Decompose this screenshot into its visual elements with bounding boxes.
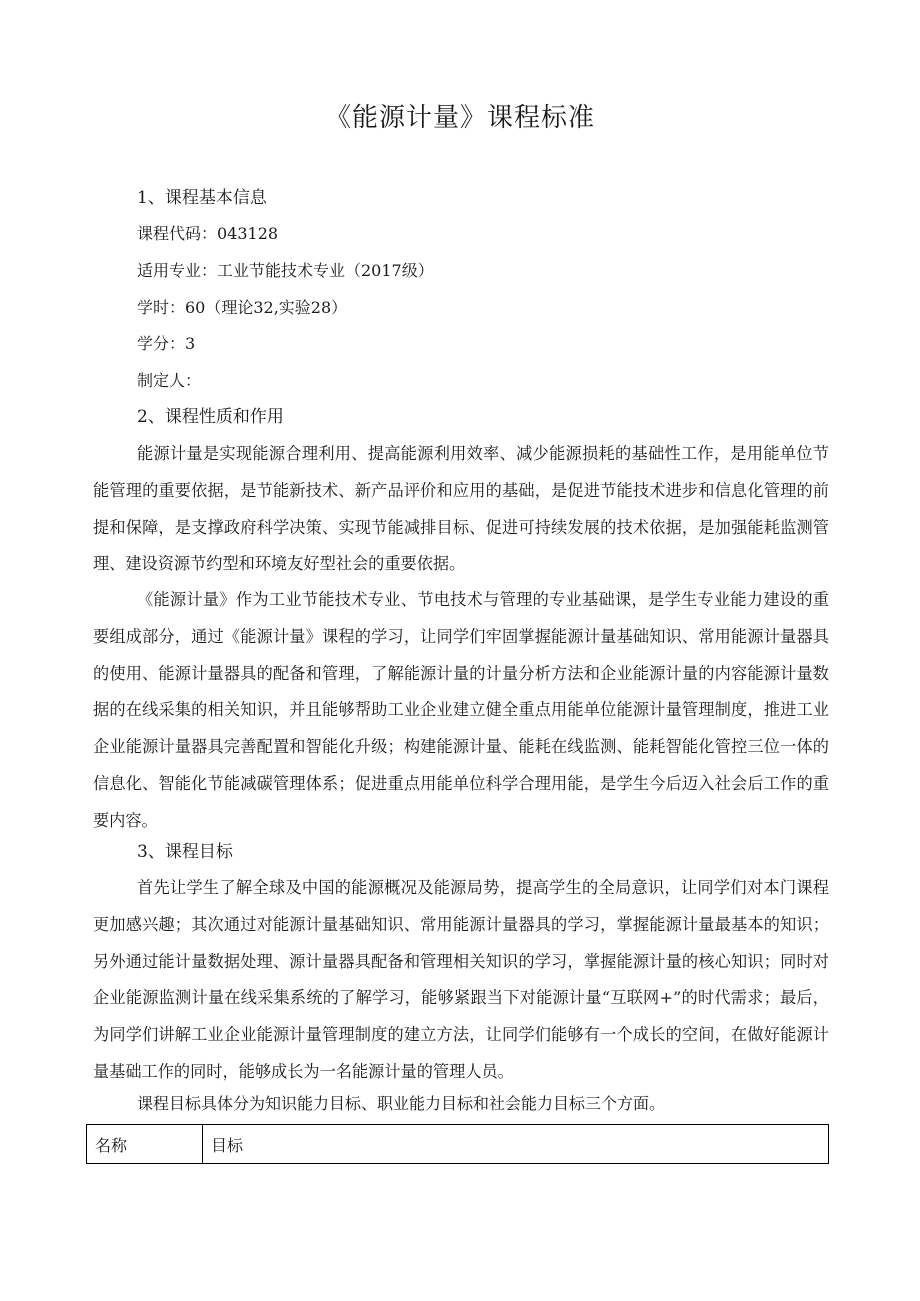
section-2-paragraph-2: 《能源计量》作为工业节能技术专业、节电技术与管理的专业基础课，是学生专业能力建设的重要组成部分，通过《能源计量》课程的学习，让同学们牢固掌握能源计量基础知识、常用能源计量器具的使用、能源计量器具的配备和管理，了解能源计量的计量分析方法和企业能源计量的内容能源计量数据的在线采集的相关知识，并且能够帮助工业企业建立健全重点用能单位能源计量管理制度，推进工业企业能源计量器具完善配置和智能化升级；构建能源计量、能耗在线监测、能耗智能化管控三位一体的信息化、智能化节能减碳管理体系；促进重点用能单位科学合理用能，是学生今后迈入社会后工作的重要内容。 bbox=[93, 590, 829, 830]
section-3-heading: 3、课程目标 bbox=[137, 842, 233, 862]
table-header-goal: 目标 bbox=[203, 1125, 829, 1164]
course-credits: 学分：3 bbox=[137, 334, 196, 353]
table-header-row bbox=[87, 1125, 829, 1164]
section-1-heading: 1、课程基本信息 bbox=[137, 188, 267, 208]
course-code: 课程代码：043128 bbox=[137, 224, 279, 243]
section-3-paragraph: 首先让学生了解全球及中国的能源概况及能源局势，提高学生的全局意识，让同学们对本门课程更加感兴趣；其次通过对能源计量基础知识、常用能源计量器具的学习，掌握能源计量最基本的知识；另外通过能计量数据处理、源计量器具配备和管理相关知识的学习，掌握能源计量的核心知识；同时对企业能源监测计量在线采集系统的了解学习，能够紧跟当下对能源计量“互联网+”的时代需求；最后，为同学们讲解工业企业能源计量管理制度的建立方法，让同学们能够有一个成长的空间，在做好能源计量基础工作的同时，能够成长为一名能源计量的管理人员。 bbox=[93, 878, 829, 1081]
applicable-major: 适用专业：工业节能技术专业（2017级） bbox=[137, 261, 434, 280]
section-2-paragraph-1: 能源计量是实现能源合理利用、提高能源利用效率、减少能源损耗的基础性工作，是用能单位节能管理的重要依据，是节能新技术、新产品评价和应用的基础，是促进节能技术进步和信息化管理的前提和保障，是支撑政府科学决策、实现节能减排目标、促进可持续发展的技术依据，是加强能耗监测管理、建设资源节约型和环境友好型社会的重要依据。 bbox=[93, 444, 829, 574]
section-3-summary: 课程目标具体分为知识能力目标、职业能力目标和社会能力目标三个方面。 bbox=[137, 1094, 666, 1113]
course-hours: 学时：60（理论32,实验28） bbox=[137, 298, 348, 317]
document-title: 《能源计量》课程标准 bbox=[324, 103, 595, 133]
table-header-name: 名称 bbox=[87, 1125, 203, 1164]
section-2-heading: 2、课程性质和作用 bbox=[137, 407, 284, 427]
course-goals-table bbox=[86, 1124, 829, 1164]
course-author: 制定人： bbox=[137, 371, 202, 390]
